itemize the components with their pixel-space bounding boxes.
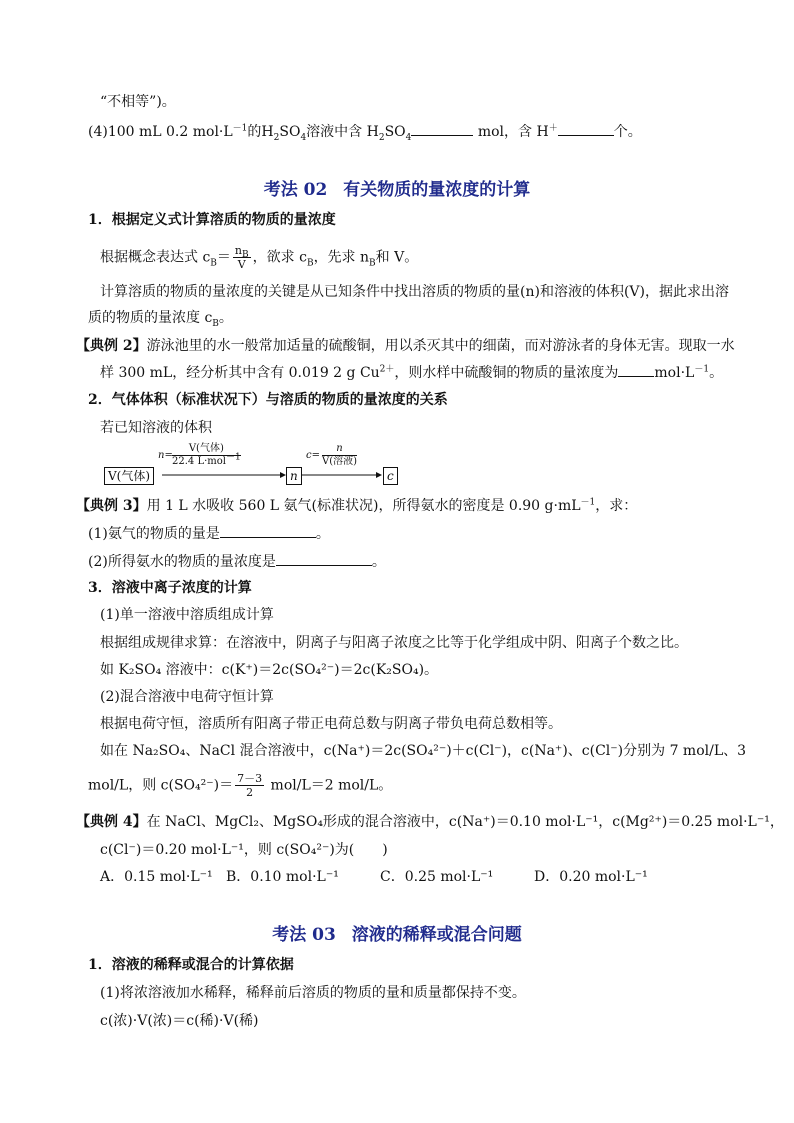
s02-paragraph-8: (2)混合溶液中电荷守恒计算: [100, 689, 274, 705]
s02-heading-2: 2．气体体积（标准状况下）与溶质的物质的量浓度的关系: [88, 392, 448, 408]
s02-heading-1: 1．根据定义式计算溶质的物质的量浓度: [88, 212, 336, 228]
s02-heading-3: 3．溶液中离子浓度的计算: [88, 580, 252, 596]
s02-paragraph-7: 如 K₂SO₄ 溶液中：c(K⁺)＝2c(SO₄²⁻)＝2c(K₂SO₄)。: [100, 662, 439, 678]
s02-paragraph-9: 根据电荷守恒，溶质所有阳离子带正电荷总数与阴离子带负电荷总数相等。: [100, 716, 562, 732]
flow-box-c: c: [383, 467, 398, 485]
s02-paragraph-4: 若已知溶液的体积: [100, 420, 212, 436]
example-4-options: [100, 867, 648, 887]
s03-heading-1: 1．溶液的稀释或混合的计算依据: [88, 957, 294, 973]
example-3-question-1: (1)氨气的物质的量是 。: [88, 523, 330, 544]
example-2-line-1: 【典例 2】游泳池里的水一般常加适量的硫酸铜，用以杀灭其中的细菌，而对游泳者的身体无害。现取一水: [76, 338, 735, 354]
option-a[interactable]: A．0.15 mol·L⁻¹: [100, 869, 213, 885]
answer-blank[interactable]: [411, 121, 473, 136]
section-03-heading: 考法 03 溶液的稀释或混合问题: [272, 925, 522, 945]
s02-paragraph-6: 根据组成规律求算：在溶液中，阴离子与阳离子浓度之比等于化学组成中阴、阳离子个数之比。: [100, 635, 688, 651]
conversion-flow-diagram: [100, 440, 400, 490]
option-d[interactable]: D．0.20 mol·L⁻¹: [534, 869, 648, 885]
example-4-line-2: c(Cl⁻)＝0.20 mol·L⁻¹，则 c(SO₄²⁻)为( ): [100, 842, 388, 858]
s02-paragraph-10: 如在 Na₂SO₄、NaCl 混合溶液中，c(Na⁺)＝2c(SO₄²⁻)＋c(Cl⁻)，c(Na⁺)、c(Cl⁻)分别为 7 mol/L、3: [100, 743, 747, 759]
answer-blank[interactable]: [276, 551, 372, 566]
flow-box-n: n: [286, 467, 302, 485]
s02-paragraph-5: (1)单一溶液中溶质组成计算: [100, 607, 274, 623]
example-3-question-2: (2)所得氨水的物质的量浓度是 。: [88, 551, 386, 572]
example-4-line-1: 【典例 4】在 NaCl、MgCl₂、MgSO₄形成的混合溶液中，c(Na⁺)＝0.10 mol·L⁻¹，c(Mg²⁺)＝0.25 mol·L⁻¹，: [76, 814, 784, 830]
flow-label-c: c= n V(溶液): [306, 443, 358, 467]
flow-box-gas-volume: V(气体): [104, 467, 154, 485]
answer-blank[interactable]: [618, 362, 654, 377]
fraction: $\frac{n_B}{V}$: [234, 244, 249, 271]
top-line-2: (4)100 mL 0.2 $mol\cdot L^{-1}$的$H_2SO_4$溶液中含 $H_2SO_4$ mol，含 H＋ 个。: [88, 121, 642, 142]
s02-paragraph-3: 质的物质的量浓度 $c_B$。: [88, 310, 233, 329]
answer-blank[interactable]: [558, 121, 614, 136]
section-02-heading: 考法 02 有关物质的量浓度的计算: [263, 180, 531, 200]
top-line-1: “不相等”)。: [100, 94, 176, 110]
s02-formula-line: 根据概念表达式 $c_B=$ $\frac{n_B}{V}$ ，欲求 $c_B$，先求 $n_B$和 V。: [100, 244, 419, 271]
option-b[interactable]: B．0.10 mol·L⁻¹: [226, 869, 339, 885]
s03-paragraph-2: c(浓)·V(浓)＝c(稀)·V(稀): [100, 1013, 259, 1029]
s02-paragraph-11: mol/L，则 c(SO₄²⁻)＝ $\frac{7-3}{2}$ mol/L＝2 mol/L。: [88, 772, 393, 799]
s02-paragraph-2: 计算溶质的物质的量浓度的关键是从已知条件中找出溶质的物质的量(n)和溶液的体积(V)，据此求出溶: [100, 284, 729, 300]
example-3-line-1: 【典例 3】用 1 L 水吸收 560 L 氨气(标准状况)，所得氨水的密度是 0.90 $g\cdot mL^{-1}$，求：: [76, 497, 638, 514]
answer-blank[interactable]: [220, 523, 316, 538]
option-c[interactable]: C．0.25 mol·L⁻¹: [380, 869, 494, 885]
s03-paragraph-1: (1)将浓溶液加水稀释，稀释前后溶质的物质的量和质量都保持不变。: [100, 985, 526, 1001]
fraction: $\frac{7-3}{2}$: [237, 772, 263, 799]
example-2-line-2: 样 300 mL，经分析其中含有 0.019 2 g $Cu^{2+}$，则水样中硫酸铜的物质的量浓度为 $mol\cdot L^{-1}$。: [100, 362, 723, 383]
flow-label-n: n= V(气体) 22.4 L·mol$^{-1}$: [158, 443, 241, 467]
